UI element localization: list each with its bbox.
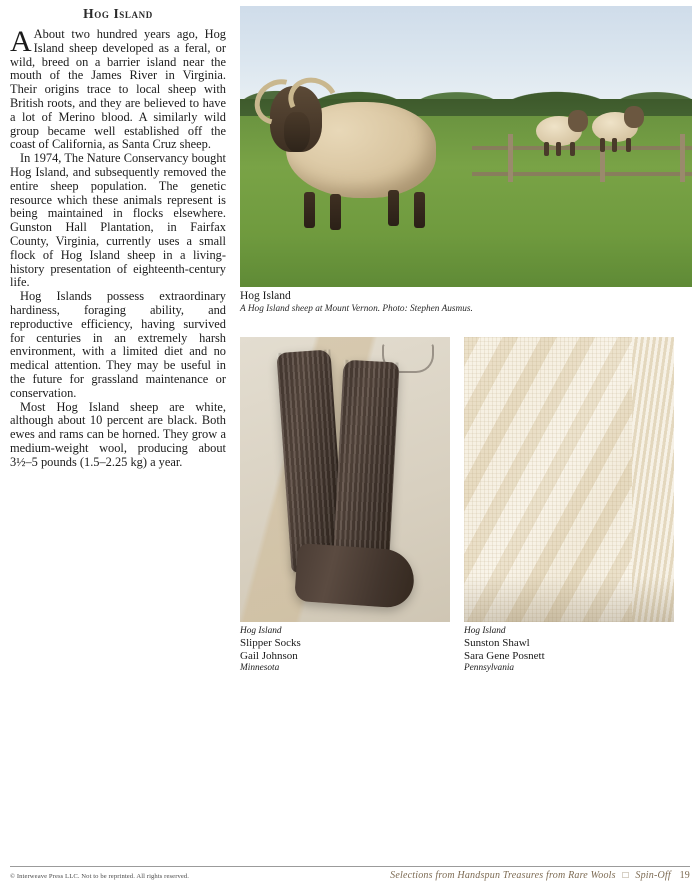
sheep-leg (570, 142, 575, 156)
background-sheep-2 (592, 106, 646, 150)
shawl-shadow (464, 576, 674, 622)
fence-rail-bottom (472, 172, 692, 176)
slipper-socks-photo (240, 337, 450, 622)
footer-publication: Spin-Off (635, 870, 671, 881)
photo-column (240, 6, 692, 315)
article-paragraph-3: Hog Islands possess extraordinary hardiness, foraging ability, and reproductive efficiency, having survived for centuries in an extremely harsh environment, with a limited diet and no medical attention. They may be useful in the future for grassland maintenance or conservation. (10, 289, 226, 400)
caption-title: Hog Island (240, 290, 291, 302)
socks-figure (240, 337, 450, 674)
sheep-head (568, 110, 588, 132)
article-paragraph-1 (10, 25, 226, 152)
hog-island-sheep-pasture-photo (240, 6, 692, 287)
caption-location: Minnesota (240, 663, 280, 674)
sheep-leg-4 (414, 192, 425, 228)
sheep-leg (544, 142, 549, 156)
sheep-leg-3 (388, 190, 399, 226)
page-footer (10, 870, 690, 881)
article-text-column (10, 6, 226, 470)
article-paragraph-1-text: About two hundred years ago, Hog Island sheep developed as a feral, or wild, breed on a barrier island near the mouth of the James River in Virginia. Their origins trace to local sheep with British roots, and they are believed to have a lot of Merino blood. A similarly wild group became well established off the coast of California, as Santa Cruz sheep. (10, 27, 226, 152)
sunston-shawl-photo (464, 337, 674, 622)
foreground-sheep (264, 84, 449, 224)
sheep-head (624, 106, 644, 128)
shawl-caption (464, 622, 674, 674)
footer-source-line (390, 870, 690, 881)
sock-foot (294, 543, 416, 609)
sheep-leg (612, 138, 617, 152)
drop-cap: A (10, 25, 32, 58)
sock-right (332, 360, 399, 578)
fence-post-1 (508, 134, 513, 182)
sheep-photo-caption (240, 287, 692, 315)
shawl-figure (464, 337, 674, 674)
footer-divider (10, 866, 690, 867)
caption-breed: Hog Island (464, 626, 506, 636)
background-sheep-1 (536, 110, 590, 154)
fence-post-3 (680, 134, 685, 182)
caption-item: Slipper Socks (240, 637, 301, 649)
sheep-leg (556, 142, 561, 156)
caption-location: Pennsylvania (464, 663, 515, 674)
caption-maker: Gail Johnson (240, 649, 298, 662)
caption-maker: Sara Gene Posnett (464, 649, 545, 662)
sheep-leg-2 (330, 194, 341, 230)
sock-ribbing (332, 360, 399, 578)
page-number: 19 (679, 870, 690, 881)
footer-source-title: Selections from Handspun Treasures from Rare Wools (390, 870, 616, 881)
article-paragraph-4: Most Hog Island sheep are white, although about 10 percent are black. Both ewes and rams can be horned. They grow a medium-weight wool, producing about 3½–5 pounds (1.5–2.25 kg) a year. (10, 399, 226, 469)
sheep-leg (626, 138, 631, 152)
sheep-leg-1 (304, 192, 315, 228)
lower-photo-row (240, 337, 692, 674)
caption-item: Sunston Shawl (464, 637, 530, 649)
sheep-leg (600, 138, 605, 152)
socks-caption (240, 622, 450, 674)
article-paragraph-2: In 1974, The Nature Conservancy bought Hog Island, and subsequently removed the entire sheep population. The genetic resource which these animals represent is being maintained in flocks elsewhere. Gunston Hall Plantation, in Fairfax County, Virginia, currently uses a small flock of Hog Island sheep in a living-history presentation of eighteenth-century life. (10, 151, 226, 290)
page-title: Hog Island (83, 6, 153, 21)
caption-credit: A Hog Island sheep at Mount Vernon. Photo: Stephen Ausmus. (240, 304, 473, 314)
copyright-notice: © Interweave Press LLC. Not to be reprinted. All rights reserved. (10, 873, 190, 880)
caption-breed: Hog Island (240, 626, 282, 636)
footer-separator: □ (622, 870, 629, 881)
